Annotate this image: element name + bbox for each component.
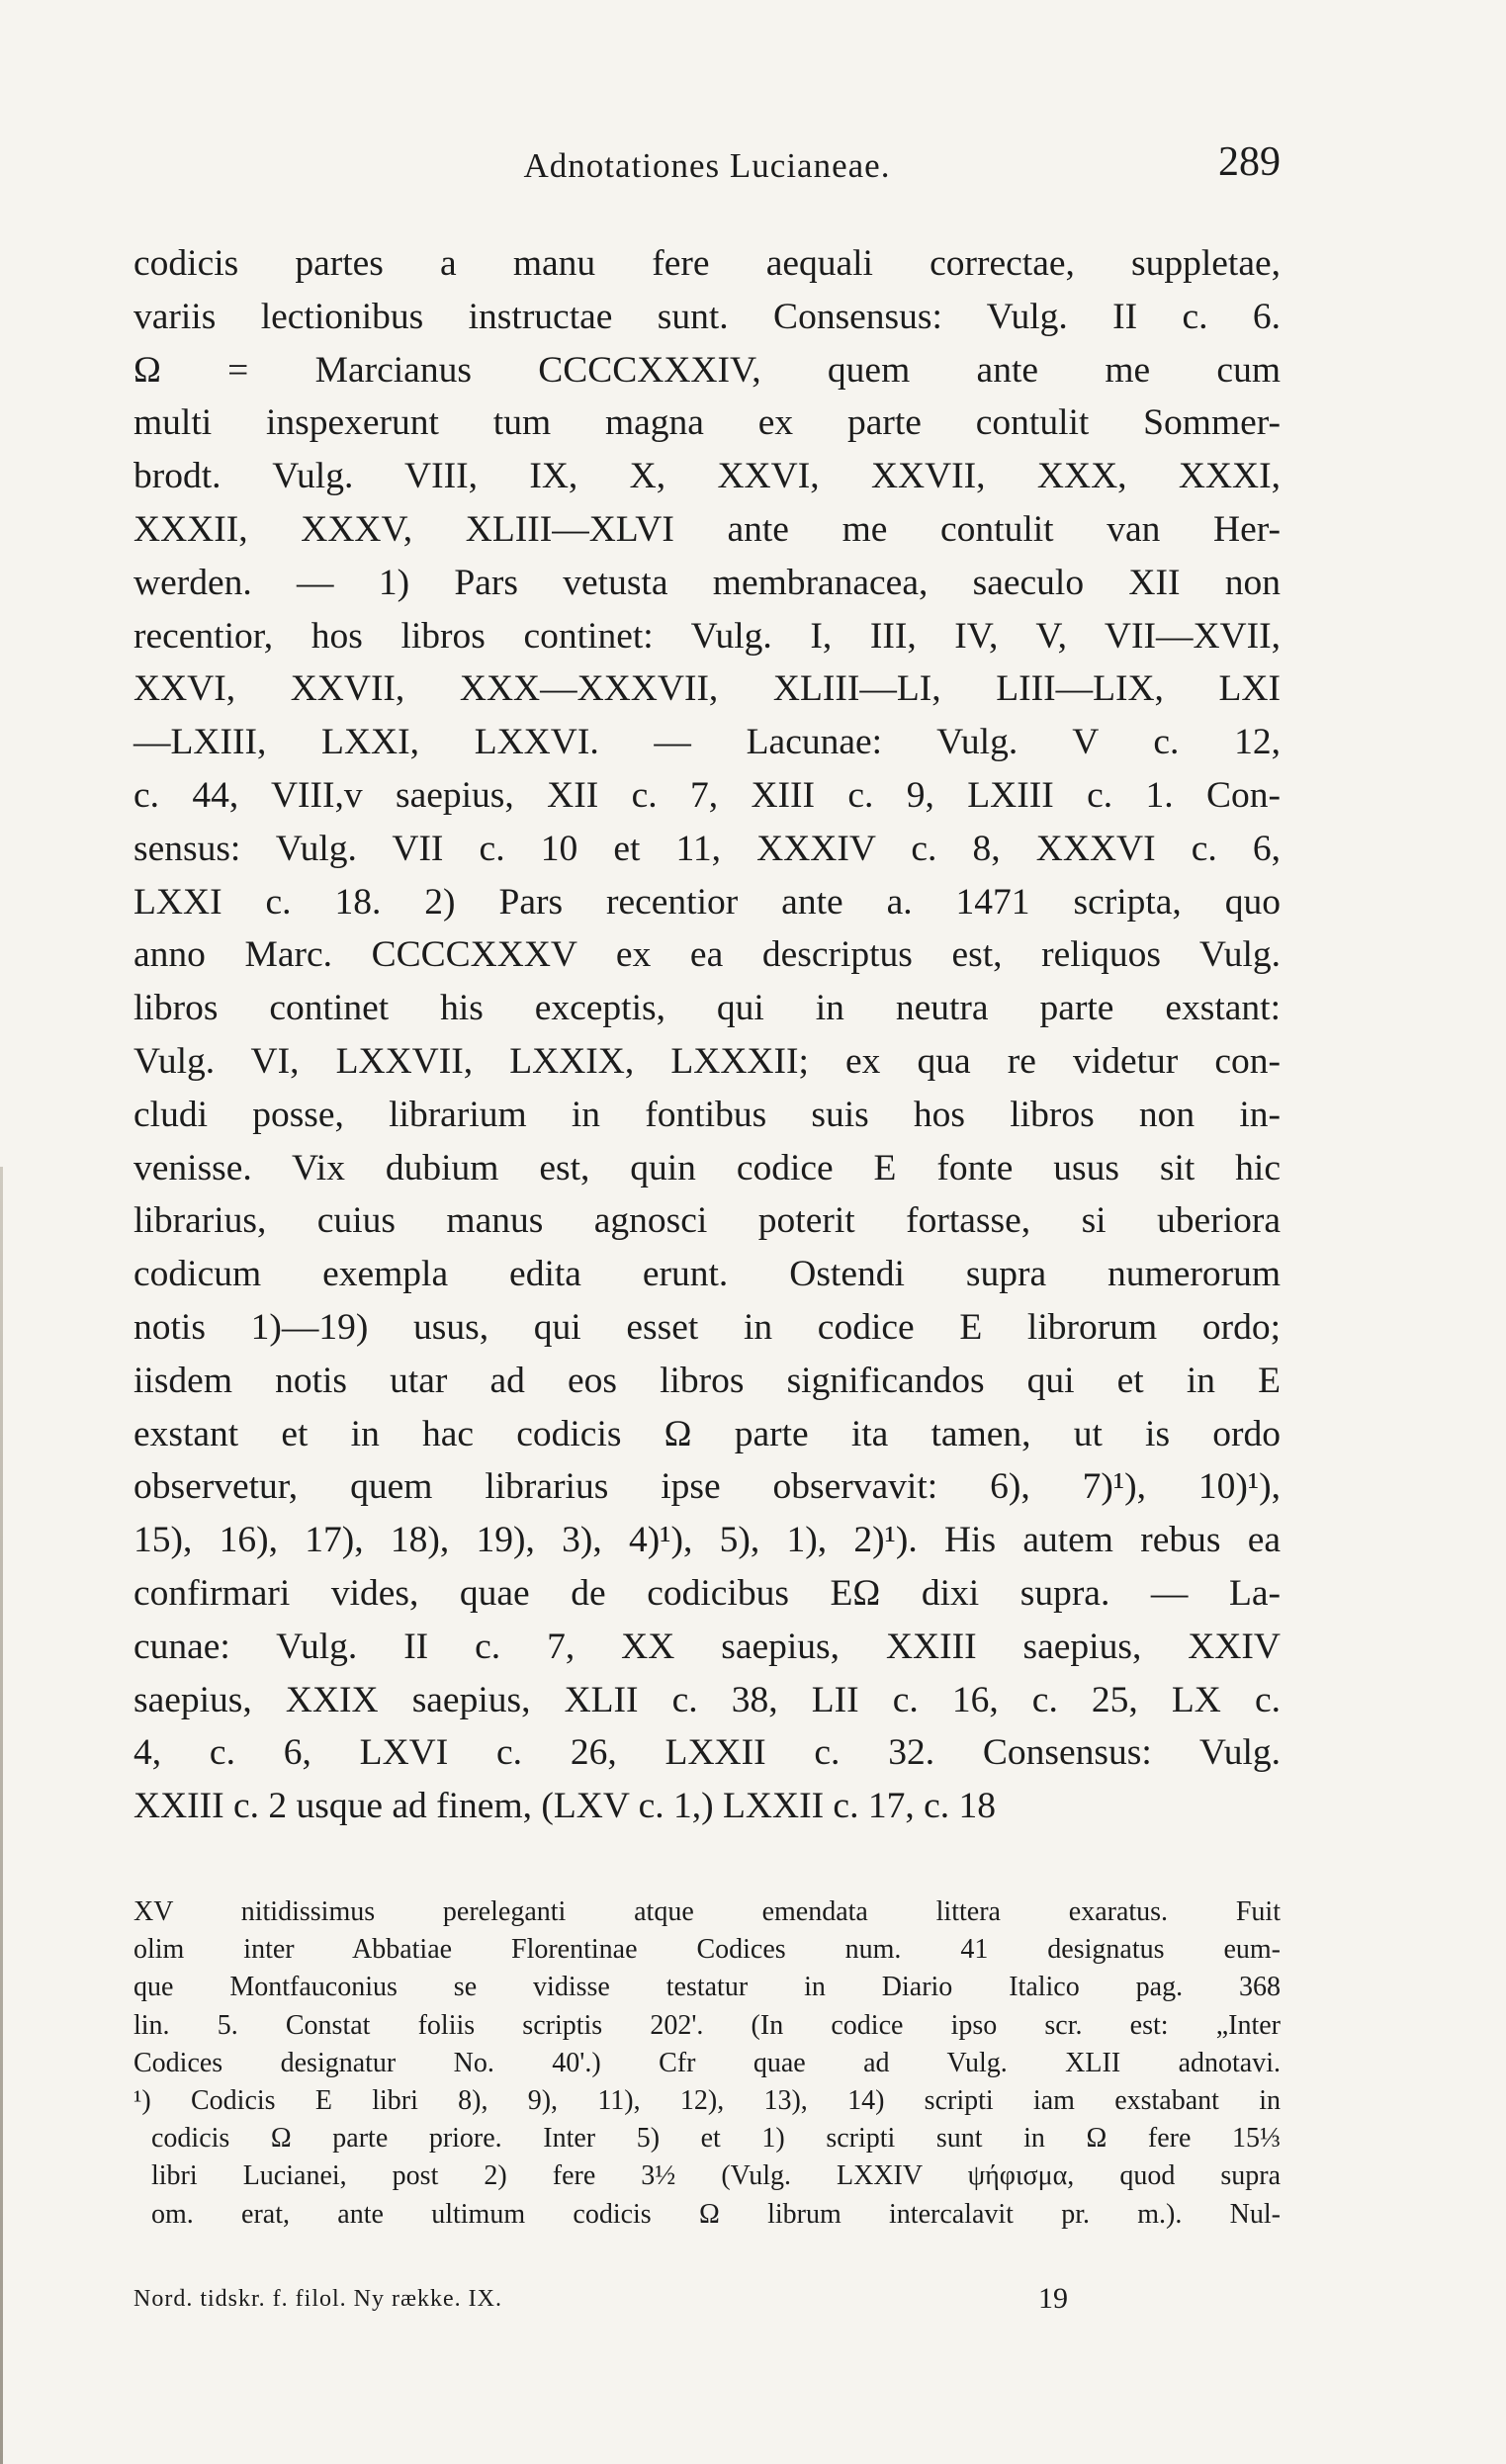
text-line: confirmari vides, quae de codicibus EΩ dixi supra. — La-	[133, 1572, 1281, 1614]
footnote-line: olim inter Abbatiae Florentinae Codices num. 41 designatus eum-	[133, 1934, 1281, 1966]
main-text	[133, 237, 1281, 1833]
text-line: XXXII, XXXV, XLIII—XLVI ante me contulit van Her-	[133, 508, 1281, 550]
text-line: cludi posse, librarium in fontibus suis hos libros non in-	[133, 1094, 1281, 1135]
text-line: notis 1)—19) usus, qui esset in codice E librorum ordo;	[133, 1306, 1281, 1348]
text-line: Ω = Marcianus CCCCXXXIV, quem ante me cum	[133, 349, 1281, 391]
text-line: XXIII c. 2 usque ad finem, (LXV c. 1,) LXXII c. 17, c. 18	[133, 1786, 996, 1827]
signature-number: 19	[1038, 2282, 1068, 2315]
footnotes	[133, 1893, 1281, 2234]
footnote-line: Codices designatur No. 40'.) Cfr quae ad Vulg. XLII adnotavi.	[133, 2047, 1281, 2078]
text-line: librarius, cuius manus agnosci poterit fortasse, si uberiora	[133, 1200, 1281, 1242]
text-line: LXXI c. 18. 2) Pars recentior ante a. 1471 scripta, quo	[133, 881, 1281, 923]
text-line: observetur, quem librarius ipse observavit: 6), 7)¹), 10)¹),	[133, 1466, 1281, 1508]
text-line: XXVI, XXVII, XXX—XXXVII, XLIII—LI, LIII—LIX, LXI	[133, 668, 1281, 710]
text-line: c. 44, VIII,v saepius, XII c. 7, XIII c. 9, LXIII c. 1. Con-	[133, 774, 1281, 816]
text-line: —LXIII, LXXI, LXXVI. — Lacunae: Vulg. V c. 12,	[133, 722, 1281, 763]
page-footer	[133, 2282, 1281, 2322]
signature-mark: Nord. tidskr. f. filol. Ny række. IX.	[133, 2286, 502, 2312]
footnote-line: ¹) Codicis E libri 8), 9), 11), 12), 13), 14) scripti iam exstabant in	[133, 2084, 1281, 2116]
text-line: libros continet his exceptis, qui in neutra parte exstant:	[133, 988, 1281, 1029]
text-line: saepius, XXIX saepius, XLII c. 38, LII c. 16, c. 25, LX c.	[133, 1679, 1281, 1720]
text-line: werden. — 1) Pars vetusta membranacea, saeculo XII non	[133, 562, 1281, 603]
footnote-line: lin. 5. Constat foliis scriptis 202'. (In codice ipso scr. est: „Inter	[133, 2009, 1281, 2041]
text-line: variis lectionibus instructae sunt. Consensus: Vulg. II c. 6.	[133, 296, 1281, 337]
text-line: venisse. Vix dubium est, quin codice E fonte usus sit hic	[133, 1147, 1281, 1188]
page-number: 289	[1218, 139, 1281, 185]
text-line: brodt. Vulg. VIII, IX, X, XXVI, XXVII, XXX, XXXI,	[133, 456, 1281, 497]
text-line: cunae: Vulg. II c. 7, XX saepius, XXIII saepius, XXIV	[133, 1626, 1281, 1667]
text-line: exstant et in hac codicis Ω parte ita tamen, ut is ordo	[133, 1413, 1281, 1454]
page-header	[133, 138, 1281, 198]
footnote-line: codicis Ω parte priore. Inter 5) et 1) scripti sunt in Ω fere 15⅓	[151, 2123, 1281, 2155]
text-line: codicum exempla edita erunt. Ostendi supra numerorum	[133, 1254, 1281, 1295]
text-line: 4, c. 6, LXVI c. 26, LXXII c. 32. Consensus: Vulg.	[133, 1732, 1281, 1774]
text-line: codicis partes a manu fere aequali correctae, suppletae,	[133, 243, 1281, 284]
footnote-line: libri Lucianei, post 2) fere 3½ (Vulg. LXXIV ψήφισμα, quod supra	[151, 2160, 1281, 2192]
text-line: recentior, hos libros continet: Vulg. I, III, IV, V, VII—XVII,	[133, 615, 1281, 657]
footnote-line: XV nitidissimus perelegantі atque emendata littera exaratus. Fuit	[133, 1896, 1281, 1927]
text-line: Vulg. VI, LXXVII, LXXIX, LXXXII; ex qua re videtur con-	[133, 1040, 1281, 1082]
footnote-line: om. erat, ante ultimum codicis Ω librum intercalavit pr. m.). Nul-	[151, 2198, 1281, 2230]
text-line: 15), 16), 17), 18), 19), 3), 4)¹), 5), 1), 2)¹). His autem rebus ea	[133, 1520, 1281, 1561]
page-edge-shadow	[0, 1167, 3, 2464]
text-line: sensus: Vulg. VII c. 10 et 11, XXXIV c. 8, XXXVI c. 6,	[133, 828, 1281, 869]
text-line: iisdem notis utar ad eos libros significandos qui et in E	[133, 1360, 1281, 1401]
running-title: Adnotationes Lucianeae.	[523, 146, 891, 185]
footnote-line: que Montfauconius se vidisse testatur in Diario Italico pag. 368	[133, 1972, 1281, 2003]
text-line: anno Marc. CCCCXXXV ex ea descriptus est, reliquos Vulg.	[133, 934, 1281, 976]
text-line: multi inspexerunt tum magna ex parte contulit Sommer-	[133, 402, 1281, 444]
